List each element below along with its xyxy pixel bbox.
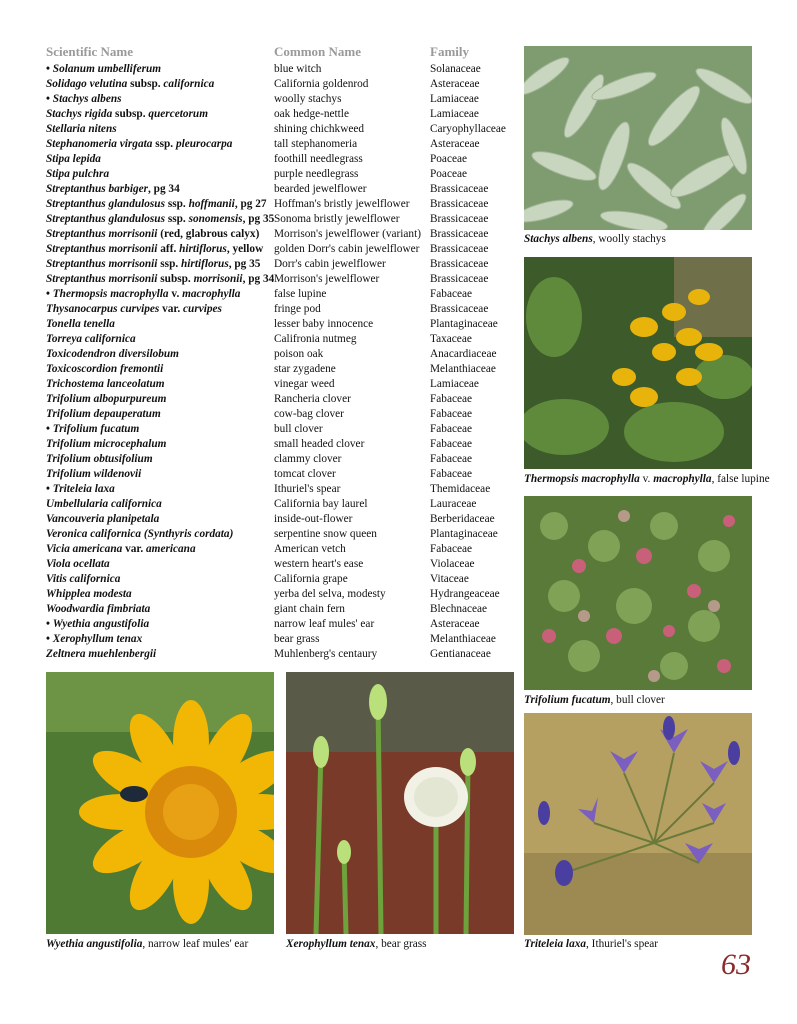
family-name: Gentianaceae xyxy=(430,648,491,660)
photo-trifolium-fucatum xyxy=(524,496,752,690)
common-name: shining chichkweed xyxy=(274,123,365,135)
table-row xyxy=(46,182,516,197)
scientific-name: Trifolium obtusifolium xyxy=(46,453,153,465)
family-name: Berberidaceae xyxy=(430,513,495,525)
scientific-name: Stipa lepida xyxy=(46,153,101,165)
family-name: Themidaceae xyxy=(430,483,491,495)
table-row xyxy=(46,152,516,167)
common-name: tomcat clover xyxy=(274,468,336,480)
table-row xyxy=(46,362,516,377)
family-name: Brassicaceae xyxy=(430,198,489,210)
scientific-name: Streptanthus morrisonii (red, glabrous calyx) xyxy=(46,228,260,240)
photo-thermopsis-macrophylla xyxy=(524,257,752,469)
table-row xyxy=(46,587,516,602)
common-name: blue witch xyxy=(274,63,322,75)
table-row xyxy=(46,617,516,632)
common-name: yerba del selva, modesty xyxy=(274,588,386,600)
table-row xyxy=(46,257,516,272)
scientific-name: • Triteleia laxa xyxy=(46,483,115,495)
family-name: Brassicaceae xyxy=(430,183,489,195)
scientific-name: Vancouveria planipetala xyxy=(46,513,160,525)
scientific-name: • Trifolium fucatum xyxy=(46,423,140,435)
table-row xyxy=(46,377,516,392)
common-name: bull clover xyxy=(274,423,323,435)
table-row xyxy=(46,287,516,302)
common-name: narrow leaf mules' ear xyxy=(274,618,375,630)
caption-stachys-sci: Stachys albens xyxy=(524,233,593,245)
common-name: poison oak xyxy=(274,348,324,360)
family-name: Solanaceae xyxy=(430,63,481,75)
table-row xyxy=(46,392,516,407)
family-name: Caryophyllaceae xyxy=(430,123,506,135)
photo-triteleia-laxa xyxy=(524,713,752,935)
table-row xyxy=(46,632,516,647)
caption-wyethia xyxy=(46,938,248,950)
scientific-name: Solidago velutina subsp. californica xyxy=(46,78,215,90)
family-name: Asteraceae xyxy=(430,78,480,90)
family-name: Melanthiaceae xyxy=(430,633,496,645)
scientific-name: Whipplea modesta xyxy=(46,588,132,600)
common-name: foothill needlegrass xyxy=(274,153,363,165)
common-name: bear grass xyxy=(274,633,320,645)
table-row xyxy=(46,482,516,497)
common-name: star zygadene xyxy=(274,363,336,375)
scientific-name: Trichostema lanceolatum xyxy=(46,378,165,390)
scientific-name: Streptanthus barbiger, pg 34 xyxy=(46,183,180,195)
family-name: Melanthiaceae xyxy=(430,363,496,375)
common-name: California grape xyxy=(274,573,348,585)
common-name: Sonoma bristly jewelflower xyxy=(274,213,400,225)
common-name: tall stephanomeria xyxy=(274,138,358,150)
common-name: American vetch xyxy=(274,543,346,555)
scientific-name: Stipa pulchra xyxy=(46,168,110,180)
family-name: Brassicaceae xyxy=(430,303,489,315)
family-name: Vitaceae xyxy=(430,573,469,585)
caption-triteleia-common: , Ithuriel's spear xyxy=(586,938,659,950)
scientific-name: Streptanthus glandulosus ssp. sonomensis, pg 35 xyxy=(46,213,275,225)
caption-wyethia-common: , narrow leaf mules' ear xyxy=(142,938,249,950)
scientific-name: Umbellularia californica xyxy=(46,498,162,510)
common-name: Califronia nutmeg xyxy=(274,333,357,345)
table-row xyxy=(46,272,516,287)
family-name: Taxaceae xyxy=(430,333,472,345)
table-row xyxy=(46,467,516,482)
scientific-name: Trifolium depauperatum xyxy=(46,408,161,420)
scientific-name: Torreya californica xyxy=(46,333,136,345)
common-name: vinegar weed xyxy=(274,378,335,390)
table-row xyxy=(46,122,516,137)
scientific-name: Trifolium wildenovii xyxy=(46,468,142,480)
table-row xyxy=(46,332,516,347)
caption-triteleia-sci: Triteleia laxa xyxy=(524,938,587,950)
common-name: golden Dorr's cabin jewelflower xyxy=(274,243,420,255)
table-row xyxy=(46,347,516,362)
family-name: Hydrangeaceae xyxy=(430,588,500,600)
scientific-name: Streptanthus morrisonii subsp. morrisonii, pg 34 xyxy=(46,273,275,285)
header-scientific-name: Scientific Name xyxy=(46,44,134,59)
scientific-name: • Solanum umbelliferum xyxy=(46,63,162,75)
scientific-name: Toxicoscordion fremontii xyxy=(46,363,164,375)
table-row xyxy=(46,107,516,122)
common-name: purple needlegrass xyxy=(274,168,359,180)
common-name: clammy clover xyxy=(274,453,342,465)
scientific-name: Tonella tenella xyxy=(46,318,115,330)
table-row xyxy=(46,407,516,422)
table-row xyxy=(46,212,516,227)
table-row xyxy=(46,242,516,257)
common-name: Morrison's jewelflower (variant) xyxy=(274,228,421,240)
table-row xyxy=(46,647,516,662)
table-row xyxy=(46,497,516,512)
scientific-name: • Wyethia angustifolia xyxy=(46,618,150,630)
caption-thermopsis-sci2: macrophylla xyxy=(653,473,712,485)
table-row xyxy=(46,302,516,317)
family-name: Fabaceae xyxy=(430,453,473,465)
family-name: Violaceae xyxy=(430,558,475,570)
family-name: Brassicaceae xyxy=(430,213,489,225)
family-name: Fabaceae xyxy=(430,438,473,450)
family-name: Fabaceae xyxy=(430,468,473,480)
table-row xyxy=(46,77,516,92)
photo-wyethia-angustifolia xyxy=(46,672,274,934)
family-name: Brassicaceae xyxy=(430,258,489,270)
scientific-name: Veronica californica (Synthyris cordata) xyxy=(46,528,234,540)
common-name: Muhlenberg's centaury xyxy=(274,648,378,660)
family-name: Poaceae xyxy=(430,168,468,180)
header-common-name: Common Name xyxy=(274,44,362,59)
common-name: California goldenrod xyxy=(274,78,369,90)
table-row xyxy=(46,167,516,182)
common-name: Morrison's jewelflower xyxy=(274,273,380,285)
caption-xerophyllum-sci: Xerophyllum tenax xyxy=(286,938,376,950)
scientific-name: Woodwardia fimbriata xyxy=(46,603,151,615)
common-name: California bay laurel xyxy=(274,498,368,510)
family-name: Brassicaceae xyxy=(430,243,489,255)
header-family: Family xyxy=(430,44,469,59)
common-name: Ithuriel's spear xyxy=(274,483,341,495)
scientific-name: Stellaria nitens xyxy=(46,123,117,135)
table-header xyxy=(46,44,516,62)
table-row xyxy=(46,137,516,152)
scientific-name: Zeltnera muehlenbergii xyxy=(46,648,157,660)
family-name: Fabaceae xyxy=(430,393,473,405)
table-row xyxy=(46,512,516,527)
table-row xyxy=(46,92,516,107)
common-name: lesser baby innocence xyxy=(274,318,374,330)
caption-trifolium-fucatum xyxy=(524,694,665,706)
common-name: fringe pod xyxy=(274,303,321,315)
common-name: giant chain fern xyxy=(274,603,345,615)
family-name: Brassicaceae xyxy=(430,273,489,285)
common-name: bearded jewelflower xyxy=(274,183,367,195)
family-name: Lamiaceae xyxy=(430,378,479,390)
caption-thermopsis-sci: Thermopsis macrophylla xyxy=(524,473,640,485)
scientific-name: • Stachys albens xyxy=(46,93,122,105)
scientific-name: Vicia americana var. americana xyxy=(46,543,196,555)
table-row xyxy=(46,452,516,467)
scientific-name: Vitis californica xyxy=(46,573,121,585)
caption-stachys-albens xyxy=(524,233,666,245)
table-row xyxy=(46,527,516,542)
caption-stachys-common: , woolly stachys xyxy=(592,233,666,245)
family-name: Lamiaceae xyxy=(430,108,479,120)
family-name: Anacardiaceae xyxy=(430,348,497,360)
family-name: Lamiaceae xyxy=(430,93,479,105)
common-name: oak hedge-nettle xyxy=(274,108,349,120)
caption-trifolium-sci: Trifolium fucatum xyxy=(524,694,611,706)
family-name: Blechnaceae xyxy=(430,603,488,615)
family-name: Plantaginaceae xyxy=(430,528,498,540)
caption-trifolium-common: , bull clover xyxy=(610,694,665,706)
common-name: western heart's ease xyxy=(274,558,364,570)
caption-thermopsis xyxy=(524,473,770,485)
family-name: Plantaginaceae xyxy=(430,318,498,330)
scientific-name: Streptanthus morrisonii ssp. hirtiflorus, pg 35 xyxy=(46,258,261,270)
common-name: inside-out-flower xyxy=(274,513,353,525)
photo-xerophyllum-tenax xyxy=(286,672,514,934)
species-table xyxy=(46,44,516,662)
family-name: Fabaceae xyxy=(430,288,473,300)
table-body xyxy=(46,62,516,662)
table-row xyxy=(46,542,516,557)
family-name: Asteraceae xyxy=(430,138,480,150)
page-number: 63 xyxy=(721,948,751,981)
common-name: serpentine snow queen xyxy=(274,528,377,540)
common-name: Rancheria clover xyxy=(274,393,351,405)
caption-triteleia xyxy=(524,938,658,950)
family-name: Fabaceae xyxy=(430,543,473,555)
scientific-name: • Xerophyllum tenax xyxy=(46,633,143,645)
common-name: Hoffman's bristly jewelflower xyxy=(274,198,410,210)
caption-xerophyllum-common: , bear grass xyxy=(375,938,427,950)
scientific-name: Trifolium microcephalum xyxy=(46,438,167,450)
table-row xyxy=(46,197,516,212)
scientific-name: Trifolium albopurpureum xyxy=(46,393,167,405)
caption-thermopsis-common: , false lupine xyxy=(711,473,770,485)
table-row xyxy=(46,557,516,572)
scientific-name: Thysanocarpus curvipes var. curvipes xyxy=(46,303,222,315)
scientific-name: Streptanthus glandulosus ssp. hoffmanii, pg 27 xyxy=(46,198,267,210)
family-name: Fabaceae xyxy=(430,423,473,435)
common-name: woolly stachys xyxy=(274,93,342,105)
common-name: cow-bag clover xyxy=(274,408,344,420)
family-name: Brassicaceae xyxy=(430,228,489,240)
common-name: small headed clover xyxy=(274,438,365,450)
table-row xyxy=(46,572,516,587)
family-name: Lauraceae xyxy=(430,498,477,510)
table-row xyxy=(46,317,516,332)
common-name: Dorr's cabin jewelflower xyxy=(274,258,386,270)
caption-thermopsis-mid: v. xyxy=(639,473,654,485)
scientific-name: Stephanomeria virgata ssp. pleurocarpa xyxy=(46,138,233,150)
scientific-name: • Thermopsis macrophylla v. macrophylla xyxy=(46,288,241,300)
scientific-name: Stachys rigida subsp. quercetorum xyxy=(46,108,208,120)
family-name: Poaceae xyxy=(430,153,468,165)
table-row xyxy=(46,62,516,77)
common-name: false lupine xyxy=(274,288,327,300)
scientific-name: Viola ocellata xyxy=(46,558,110,570)
table-row xyxy=(46,422,516,437)
caption-wyethia-sci: Wyethia angustifolia xyxy=(46,938,143,950)
photo-stachys-albens xyxy=(524,46,752,230)
table-row xyxy=(46,437,516,452)
scientific-name: Toxicodendron diversilobum xyxy=(46,348,179,360)
caption-xerophyllum xyxy=(286,938,427,950)
table-row xyxy=(46,227,516,242)
table-row xyxy=(46,602,516,617)
scientific-name: Streptanthus morrisonii aff. hirtiflorus, yellow xyxy=(46,243,264,255)
family-name: Fabaceae xyxy=(430,408,473,420)
family-name: Asteraceae xyxy=(430,618,480,630)
